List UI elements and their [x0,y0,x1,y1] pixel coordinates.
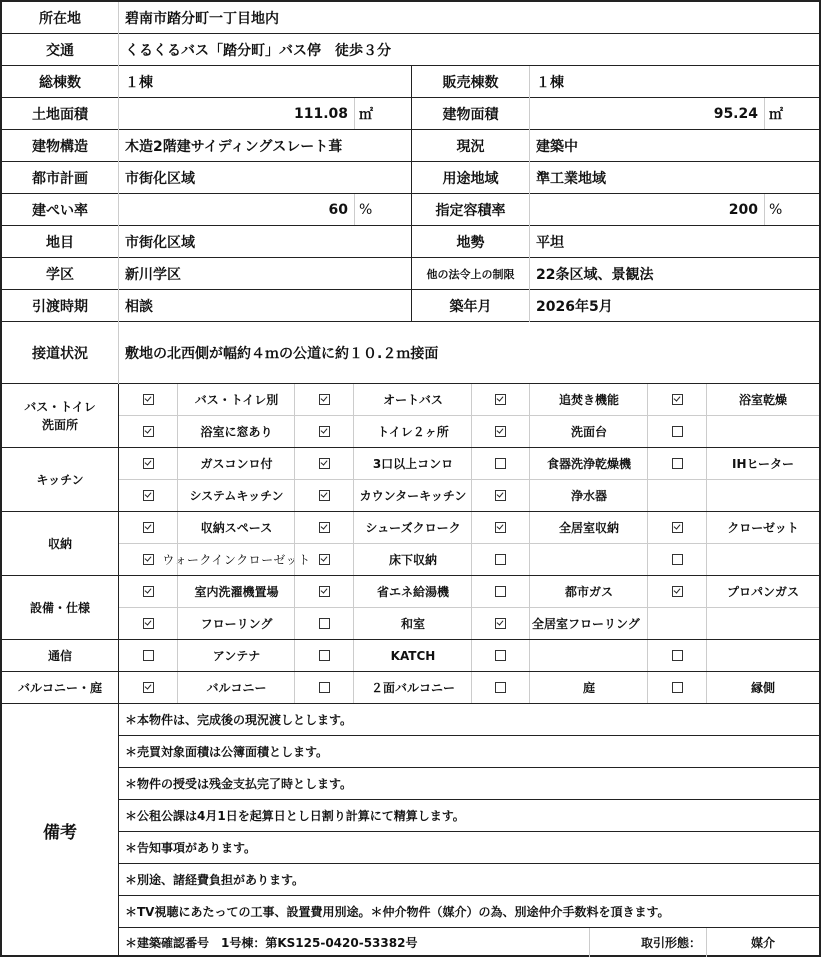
other-restrictions-label: 他の法令上の制限 [426,267,515,281]
feature-category-label: 通信 [47,648,72,663]
built-date-label: 築年月 [449,298,492,315]
city-planning-value: 市街化区域 [125,170,195,187]
feature-label: シューズクローク [365,521,461,535]
land-area-label: 土地面積 [32,106,88,123]
divider [471,384,472,448]
land-category-value: 市街化区域 [125,234,195,251]
feature-label: 室内洗濯機置場 [194,585,279,599]
divider [647,576,648,640]
divider [471,576,472,640]
checkbox-checked[interactable] [495,394,506,405]
road-access-label: 接道状況 [32,346,88,362]
handover-label: 引渡時期 [32,298,88,315]
remarks-label: 備考 [43,823,77,843]
feature-category [2,448,118,511]
remark-note: ＊建築確認番号 1号棟：第KS125-0420-53382号 [125,936,418,950]
remark-note: ＊TV視聴にあたっての工事、設置費用別途。＊仲介物件（媒介）の為、別途仲介手数料を頂きます。 [125,905,670,919]
checkbox-unchecked[interactable] [495,682,506,693]
feature-label: ガスコンロ付 [200,457,273,471]
feature-category [2,672,118,703]
feature-label: 洗面台 [570,425,607,439]
location-value: 碧南市踏分町一丁目地内 [125,10,279,27]
divider [647,384,648,448]
total-buildings-value: １棟 [125,74,153,91]
divider [294,384,295,448]
divider [353,672,354,704]
remark-note: ＊物件の授受は残金支払完了時とします。 [125,777,353,791]
transaction-type-value: 媒介 [750,936,775,950]
divider [294,448,295,512]
checkbox-checked[interactable] [143,586,154,597]
checkbox-unchecked[interactable] [495,650,506,661]
divider [177,512,178,576]
building-area-value: 95.24 [713,105,758,122]
divider [706,384,707,448]
floor-area-ratio-label: 指定容積率 [435,202,506,219]
divider [353,576,354,640]
feature-label: 和室 [400,617,425,631]
feature-label: オートバス [383,393,443,407]
checkbox-unchecked[interactable] [495,554,506,565]
feature-label: フローリング [200,617,273,631]
feature-category [2,576,118,639]
feature-label: 3口以上コンロ [372,457,454,471]
floor-area-ratio-value: 200 [728,201,758,218]
feature-label: 追焚き機能 [558,393,619,407]
floor-area-ratio-unit: % [764,194,819,225]
structure-label: 建物構造 [32,138,88,155]
divider [529,640,530,672]
divider [411,66,412,322]
status-value: 建築中 [536,138,578,155]
divider [177,576,178,640]
checkbox-unchecked[interactable] [495,586,506,597]
divider [471,448,472,512]
feature-label: 浄水器 [570,489,607,503]
city-planning-label: 都市計画 [32,170,88,187]
checkbox-unchecked[interactable] [672,426,683,437]
feature-label: バルコニー [206,681,267,695]
divider [353,384,354,448]
divider [177,384,178,448]
feature-label [707,544,819,575]
feature-category-label: 収納 [47,536,72,551]
divider [706,576,707,640]
feature-label [530,544,648,575]
checkbox-unchecked[interactable] [143,650,154,661]
feature-label: プロパンガス [726,585,799,599]
remark-note: ＊売買対象面積は公簿面積とします。 [125,745,329,759]
school-district-label: 学区 [46,266,74,283]
checkbox-checked[interactable] [143,618,154,629]
land-category-label: 地目 [46,234,74,251]
feature-label: 床下収納 [388,553,437,567]
checkbox-unchecked[interactable] [495,458,506,469]
zoning-value: 準工業地域 [536,170,606,187]
divider [294,640,295,672]
divider [529,576,530,640]
divider [118,2,119,384]
checkbox-checked[interactable] [319,394,330,405]
divider [529,448,530,512]
feature-label: IHヒーター [731,457,795,471]
feature-label: 浴室乾燥 [738,393,787,407]
checkbox-checked[interactable] [319,586,330,597]
feature-label: アンテナ [212,649,261,663]
divider [119,543,819,544]
checkbox-checked[interactable] [319,426,330,437]
school-district-value: 新川学区 [125,266,181,283]
land-area-unit: ㎡ [354,98,411,129]
divider [647,448,648,512]
checkbox-checked[interactable] [143,490,154,501]
checkbox-unchecked[interactable] [672,554,683,565]
feature-category [2,512,118,575]
total-buildings-label: 総棟数 [39,74,81,91]
building-area-label: 建物面積 [442,106,499,123]
buildings-for-sale-value: １棟 [536,74,564,91]
divider [647,512,648,576]
checkbox-checked[interactable] [319,490,330,501]
feature-category-label: キッチン [36,472,84,487]
divider [294,576,295,640]
coverage-ratio-value: 60 [328,201,348,218]
feature-label: ウォークインクローゼット [162,553,311,567]
divider [471,512,472,576]
checkbox-unchecked[interactable] [319,650,330,661]
feature-label: KATCH [390,648,436,663]
feature-label: システムキッチン [189,489,284,503]
terrain-label: 地勢 [456,234,485,251]
land-area-value: 111.08 [293,105,348,122]
divider [529,66,530,322]
checkbox-unchecked[interactable] [319,682,330,693]
checkbox-checked[interactable] [495,618,506,629]
divider [119,479,819,480]
feature-label [707,640,819,671]
checkbox-checked[interactable] [495,490,506,501]
building-area-unit: ㎡ [764,98,819,129]
remark-note: ＊告知事項があります。 [125,841,257,855]
transport-value: くるくるバス「踏分町」バス停 徒歩３分 [125,42,391,59]
remark-note: ＊別途、諸経費負担があります。 [125,873,305,887]
feature-label: 食器洗浄乾燥機 [546,457,631,471]
status-label: 現況 [456,138,485,155]
divider [529,672,530,704]
feature-category-label: 設備・仕様 [29,600,90,615]
divider [529,384,530,448]
divider [353,512,354,576]
divider [706,512,707,576]
coverage-ratio-label: 建ぺい率 [32,202,88,219]
checkbox-unchecked[interactable] [672,650,683,661]
divider [706,640,707,672]
feature-label: クローゼット [727,521,799,535]
divider [119,415,819,416]
feature-label: 収納スペース [200,521,273,535]
divider [706,928,707,957]
divider [471,640,472,672]
feature-label: 全居室フローリング [532,617,640,631]
divider [294,512,295,576]
checkbox-checked[interactable] [143,554,154,565]
divider [589,928,590,957]
checkbox-checked[interactable] [672,394,683,405]
structure-value: 木造2階建サイディングスレート葺 [125,138,343,155]
divider [353,640,354,672]
remark-note: ＊公租公課は4月1日を起算日とし日割り計算にて精算します。 [125,809,465,823]
divider [353,448,354,512]
checkbox-checked[interactable] [143,394,154,405]
divider [706,672,707,704]
feature-category [2,384,118,447]
checkbox-checked[interactable] [143,458,154,469]
divider [119,607,819,608]
divider [647,640,648,672]
checkbox-unchecked[interactable] [672,458,683,469]
feature-label: ２面バルコニー [370,681,455,695]
checkbox-checked[interactable] [672,522,683,533]
checkbox-checked[interactable] [319,458,330,469]
checkbox-checked[interactable] [143,426,154,437]
feature-label: カウンターキッチン [359,489,467,503]
divider [647,672,648,704]
checkbox-checked[interactable] [319,522,330,533]
divider [471,672,472,704]
feature-label: 全居室収納 [558,521,619,535]
built-date-value: 2026年5月 [536,298,613,315]
feature-label [707,416,819,447]
transport-label: 交通 [46,42,74,59]
feature-category-label: バス・トイレ [24,399,96,414]
feature-category-label: バルコニー・庭 [17,680,102,695]
handover-value: 相談 [125,298,153,315]
divider [177,640,178,672]
checkbox-checked[interactable] [143,682,154,693]
divider [529,512,530,576]
divider [2,33,819,34]
buildings-for-sale-label: 販売棟数 [442,74,499,91]
divider [177,448,178,512]
feature-label: トイレ２ヶ所 [377,425,449,439]
remark-note: ＊本物件は、完成後の現況渡しとします。 [125,713,353,727]
feature-label: 浴室に窓あり [200,425,273,439]
checkbox-checked[interactable] [672,586,683,597]
checkbox-checked[interactable] [319,554,330,565]
feature-label: バス・トイレ別 [194,393,279,407]
checkbox-checked[interactable] [495,522,506,533]
coverage-ratio-unit: % [354,194,411,225]
zoning-label: 用途地域 [442,170,499,187]
feature-label: 縁側 [750,681,775,695]
divider [294,672,295,704]
location-label: 所在地 [39,10,81,27]
other-restrictions-value: 22条区域、景観法 [536,266,654,283]
divider [706,448,707,512]
road-access-value: 敷地の北西側が幅約４ｍの公道に約１０.２ｍ接面 [125,346,439,362]
divider [177,672,178,704]
checkbox-unchecked[interactable] [319,618,330,629]
feature-category-label: 洗面所 [41,417,78,432]
checkbox-unchecked[interactable] [672,682,683,693]
checkbox-checked[interactable] [495,426,506,437]
feature-label: 庭 [582,681,595,695]
terrain-value: 平坦 [536,234,564,251]
feature-label: 省エネ給湯機 [376,585,449,599]
checkbox-checked[interactable] [143,522,154,533]
transaction-type-label: 取引形態： [640,936,701,950]
feature-category [2,640,118,671]
feature-label: 都市ガス [564,585,613,599]
feature-label [530,640,648,671]
